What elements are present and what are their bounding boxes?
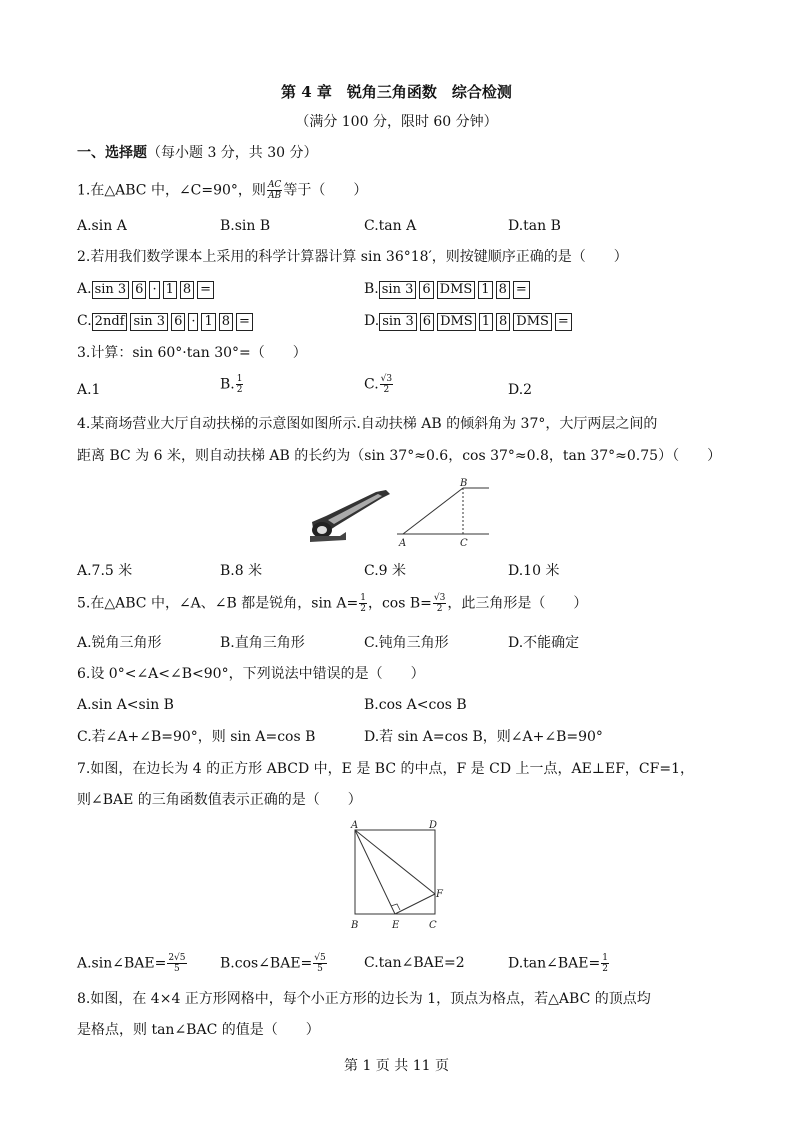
calc-key: 2ndf xyxy=(92,313,128,331)
calc-key: 6 xyxy=(171,313,185,331)
q5-option-b: B.直角三角形 xyxy=(220,635,305,651)
calc-key: 6 xyxy=(419,281,433,299)
q2-c-label: C. xyxy=(77,313,92,329)
calc-key: 6 xyxy=(420,313,434,331)
q7-option-a xyxy=(77,953,188,974)
question-5-stem xyxy=(77,593,587,614)
q7-d-label: D.tan∠BAE= xyxy=(508,955,601,972)
calc-key: 1 xyxy=(479,313,493,331)
page-number: 第 1 页 共 11 页 xyxy=(344,1058,449,1074)
question-7-line1: 7.如图，在边长为 4 的正方形 ABCD 中，E 是 BC 的中点，F 是 CD 上一点，AE⊥EF，CF=1， xyxy=(77,761,694,777)
q4-option-a: A.7.5 米 xyxy=(77,563,133,579)
calc-key: sin 3 xyxy=(379,281,417,299)
frac-num: √3 xyxy=(433,593,446,603)
q7-b-label: B.cos∠BAE= xyxy=(220,955,313,972)
question-4-line2: 距离 BC 为 6 米，则自动扶梯 AB 的长约为（sin 37°≈0.6，cos 37°≈0.8，tan 37°≈0.75）（ ） xyxy=(77,448,722,464)
q3-c-label: C. xyxy=(364,376,379,393)
q4-option-c: C.9 米 xyxy=(364,563,407,579)
label-a: A xyxy=(351,820,359,831)
frac-num: 1 xyxy=(360,593,366,603)
q6-option-c: C.若∠A+∠B=90°，则 sin A=cos B xyxy=(77,729,316,745)
q3-option-d: D.2 xyxy=(508,382,533,398)
calc-key: DMS xyxy=(437,313,476,331)
q7-option-d xyxy=(508,953,610,974)
frac-num: √5 xyxy=(314,953,326,963)
q7-option-c: C.tan∠BAE=2 xyxy=(364,955,465,971)
q5-option-c: C.钝角三角形 xyxy=(364,635,449,651)
q1-frac-num: AC xyxy=(267,180,282,190)
calc-key: sin 3 xyxy=(130,313,168,331)
q2-option-a xyxy=(77,279,217,299)
frac-den: 2 xyxy=(436,604,443,614)
calc-key: = xyxy=(513,281,530,299)
frac-num: 1 xyxy=(236,374,243,384)
calc-key: = xyxy=(236,313,253,331)
q7-a-label: A.sin∠BAE= xyxy=(77,955,167,972)
q2-d-label: D. xyxy=(364,313,380,329)
calc-key: DMS xyxy=(513,313,552,331)
label-d: D xyxy=(429,820,438,831)
frac-den: 2 xyxy=(360,604,366,614)
q7-a-fraction xyxy=(167,953,186,974)
q1-option-d: D.tan B xyxy=(508,218,561,234)
escalator-illustration xyxy=(306,486,394,544)
q2-option-d xyxy=(364,311,575,331)
label-f: F xyxy=(436,889,443,900)
calc-key: 8 xyxy=(496,281,510,299)
q1-option-c: C.tan A xyxy=(364,218,417,234)
frac-num: 2√5 xyxy=(168,953,186,963)
question-8-line2: 是格点，则 tan∠BAC 的值是（ ） xyxy=(77,1022,320,1038)
q1-fraction xyxy=(267,180,282,201)
calc-key: 8 xyxy=(496,313,510,331)
q7-option-b xyxy=(220,953,328,974)
q7-square-diagram xyxy=(345,818,445,932)
q6-option-b: B.cos A<cos B xyxy=(364,697,467,713)
calc-key: sin 3 xyxy=(92,281,130,299)
frac-num: 1 xyxy=(602,953,608,963)
label-c: C xyxy=(429,920,437,931)
q3-b-label: B. xyxy=(220,376,235,393)
q2-b-label: B. xyxy=(364,281,379,297)
q5-option-d: D.不能确定 xyxy=(508,635,580,651)
q2-option-b xyxy=(364,279,533,299)
question-2-stem: 2.若用我们数学课本上采用的科学计算器计算 sin 36°18′，则按键顺序正确的是（ ） xyxy=(77,249,628,265)
q6-option-a: A.sin A<sin B xyxy=(77,697,174,713)
calc-key: DMS xyxy=(437,281,476,299)
q3-option-c xyxy=(364,374,394,395)
label-a: A xyxy=(399,538,407,548)
q3-b-fraction xyxy=(236,374,244,395)
calc-key: = xyxy=(197,281,214,299)
q7-d-fraction xyxy=(601,953,609,974)
q5-option-a: A.锐角三角形 xyxy=(77,635,162,651)
q3-c-fraction xyxy=(380,374,393,395)
q1-prefix: 1.在△ABC 中，∠C=90°，则 xyxy=(77,182,266,199)
q1-option-b: B.sin B xyxy=(220,218,271,234)
q1-option-a: A.sin A xyxy=(77,218,127,234)
calc-key: 6 xyxy=(132,281,146,299)
label-e: E xyxy=(392,920,400,931)
frac-den: 5 xyxy=(317,964,323,974)
q4-option-d: D.10 米 xyxy=(508,563,560,579)
q2-a-label: A. xyxy=(77,281,92,297)
frac-den: 5 xyxy=(174,964,180,974)
frac-den: 2 xyxy=(602,964,608,974)
calc-key: 1 xyxy=(478,281,492,299)
q3-option-b xyxy=(220,374,244,395)
question-6-stem: 6.设 0°<∠A<∠B<90°，下列说法中错误的是（ ） xyxy=(77,666,425,682)
frac-den: 2 xyxy=(383,385,390,395)
q3-option-a: A.1 xyxy=(77,382,101,398)
q7-b-fraction xyxy=(313,953,326,974)
calc-key: 8 xyxy=(180,281,194,299)
calc-key: 1 xyxy=(201,313,215,331)
q1-suffix: 等于（ ） xyxy=(283,182,368,199)
label-b: B xyxy=(351,920,359,931)
question-8-line1: 8.如图，在 4×4 正方形网格中，每个小正方形的边长为 1，顶点为格点，若△ABC 的顶点均 xyxy=(77,991,651,1007)
q5-part3: ，此三角形是（ ） xyxy=(447,595,588,612)
section-note: （每小题 3 分，共 30 分） xyxy=(147,145,318,161)
q6-option-d: D.若 sin A=cos B，则∠A+∠B=90° xyxy=(364,729,603,745)
question-7-line2: 则∠BAE 的三角函数值表示正确的是（ ） xyxy=(77,792,362,808)
frac-num: √3 xyxy=(380,374,393,384)
calc-key: sin 3 xyxy=(379,313,417,331)
question-4-line1: 4.某商场营业大厅自动扶梯的示意图如图所示.自动扶梯 AB 的倾斜角为 37°，大厅两层之间的 xyxy=(77,416,658,432)
page-subtitle: （满分 100 分，限时 60 分钟） xyxy=(295,114,498,130)
q5-part1: 5.在△ABC 中，∠A、∠B 都是锐角，sin A= xyxy=(77,595,359,612)
question-3-stem: 3.计算：sin 60°·tan 30°=（ ） xyxy=(77,345,307,361)
q2-option-c xyxy=(77,311,256,331)
q4-triangle-diagram xyxy=(395,474,495,548)
calc-key: 8 xyxy=(219,313,233,331)
calc-key: · xyxy=(188,313,198,331)
frac-den: 2 xyxy=(236,385,243,395)
page-title: 第 4 章 锐角三角函数 综合检测 xyxy=(281,83,512,101)
q5-part2: ，cos B= xyxy=(367,595,432,612)
calc-key: = xyxy=(555,313,572,331)
label-b: B xyxy=(460,478,468,489)
calc-key: · xyxy=(149,281,159,299)
q5-sin-fraction xyxy=(359,593,367,614)
section-heading xyxy=(77,143,318,163)
label-c: C xyxy=(460,538,468,548)
question-1-stem xyxy=(77,180,367,201)
q4-option-b: B.8 米 xyxy=(220,563,263,579)
q1-frac-den: AB xyxy=(268,191,282,201)
section-title: 一、选择题 xyxy=(77,145,147,161)
calc-key: 1 xyxy=(163,281,177,299)
q5-cos-fraction xyxy=(433,593,446,614)
